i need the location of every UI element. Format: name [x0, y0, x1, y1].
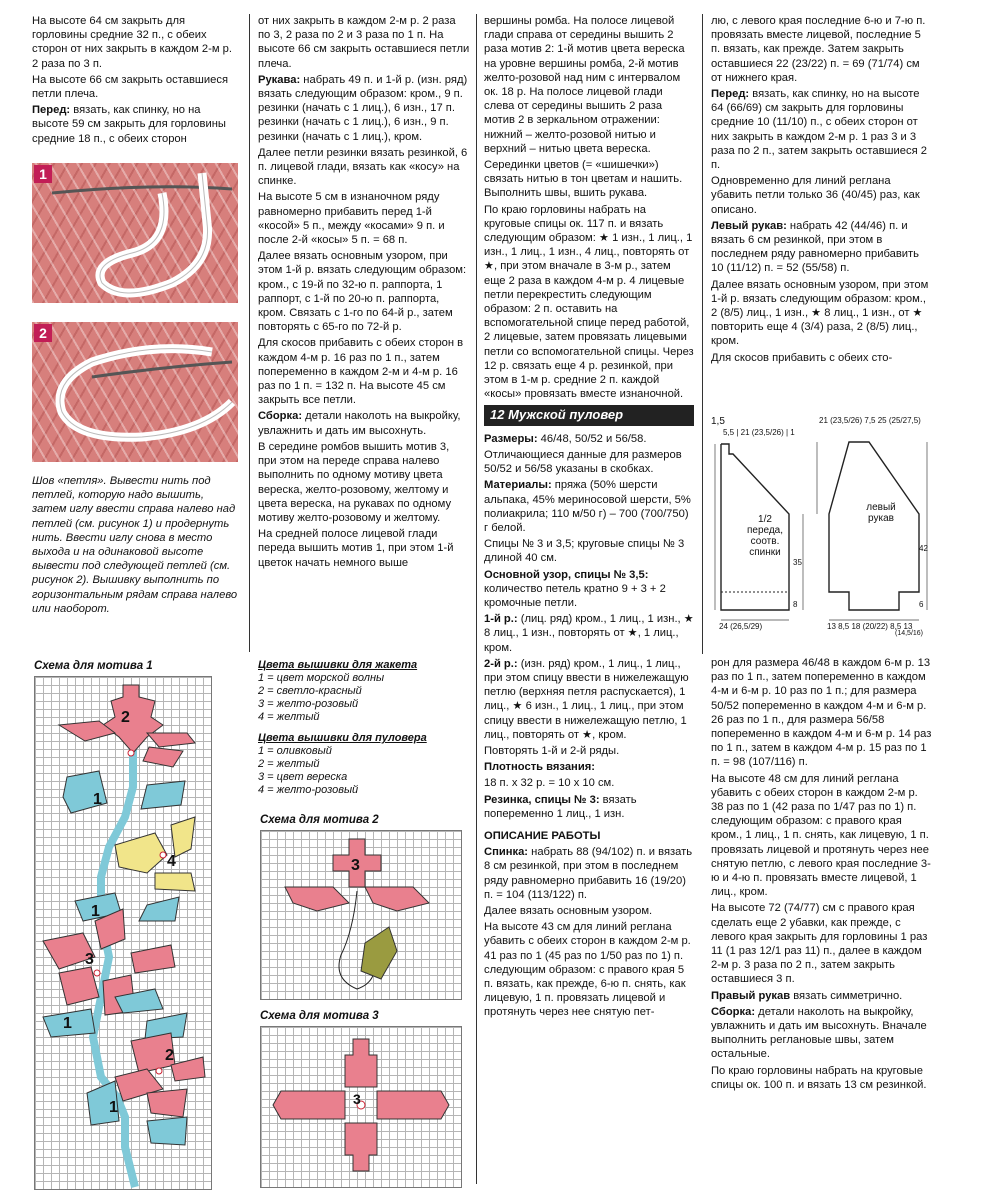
heading-row1: 1-й р.:	[484, 613, 518, 626]
front-label: 1/2 переда, соотв. спинки	[746, 514, 784, 558]
legend-item: 4 = желтый	[258, 711, 320, 723]
legend-item: 1 = цвет морской волны	[258, 672, 385, 684]
paragraph: Повторять 1-й и 2-й ряды.	[484, 744, 620, 757]
text: набрать 88 (94/102) п. и вязать 8 см резинкой, при этом в последнем ряду равномерно прибавить 16 (19/20) п. = 104 (113/122) п.	[484, 846, 693, 901]
thread-loop-illustration	[32, 322, 238, 462]
paragraph	[711, 989, 933, 1003]
motif-number: 2	[165, 1047, 174, 1064]
legend-title-jacket: Цвета вышивки для жакета	[258, 659, 418, 671]
paragraph	[258, 409, 470, 437]
figure-number: 2	[34, 324, 52, 342]
sleeve-label: левый рукав	[866, 502, 896, 524]
paragraph	[484, 793, 694, 821]
scheme-1-title: Схема для мотива 1	[34, 660, 153, 672]
column-1	[32, 14, 240, 148]
motif-number: 2	[121, 709, 130, 726]
paragraph: На высоте 48 см для линий реглана убавить с обеих сторон в каждом 2-м р. 38 раз по 1 (42 раза по 1/47 раз по 1) п. следующим образом: с правого края кром., 1 лиц., 1 п. снять, как лицевую, 1 п. провязать лицевой и протянуть через нее снятую петлю, с левого края последние 3-ю и 4-ю п. провязать вместе лицевой, 1 лиц., кром.	[711, 772, 931, 899]
legend-item: 2 = светло-красный	[258, 685, 362, 697]
paragraph: Далее петли резинки вязать резинкой, 6 п. лицевой глади, вязать как «косу» на спинке.	[258, 146, 468, 188]
text: пряжа (50% шерсти альпака, 45% мериносовой шерсти, 5% полиакрила; 110 м/50 г) – 700 (700/750) г белой.	[484, 479, 691, 534]
paragraph: На средней полосе лицевой глади переда вышить мотив 1, при этом 1-й цветок начать немного выше	[258, 528, 454, 569]
text: количество петель кратно 9 + 3 + 2 кромочные петли.	[484, 582, 666, 609]
heading-sizes: Размеры:	[484, 432, 538, 445]
paragraph: По краю горловины набрать на круговые спицы ок. 117 п. и вязать следующим образом: ★ 1 изн., 1 лиц., 1 изн., 1 лиц., 1 изн., 4 лиц., повторять от ★, при этом вначале в 3-м р., затем еще 2 раза в каждом 4-м р. 4 лицевые петли перекрестить следующим образом: 2 п. оставить на вспомогательной спице перед работой, 2 лицевые, затем провязать лицевыми петли со вспомогательной спицы. Через 12 р. связать еще 4 р. резинкой, при этом в 1-м р. средние 2 п. каждой «косы» провязать вместе изнаночной.	[484, 203, 694, 401]
legend-item: 1 = оливковый	[258, 745, 332, 757]
paragraph	[711, 219, 933, 276]
text: вязать, как спинку, но на высоте 59 см закрыть для горловины средние 18 п., с обеих сторон	[32, 104, 226, 145]
text: (изн. ряд) кром., 1 лиц., 1 лиц., при этом спицу ввести в нижележащую петлю (верхняя петля распускается), 1 лиц., ★ 6 изн., 1 лиц., 1 лиц., при этом спицу ввести в нижележащую петлю, 1 лиц., повторять от ★, кром.	[484, 657, 689, 741]
paragraph	[484, 612, 694, 655]
stitch-photo-2	[32, 322, 238, 462]
paragraph	[484, 845, 694, 902]
paragraph: На высоте 66 см закрыть оставшиеся петли плеча.	[32, 73, 229, 101]
motif-number: 1	[109, 1099, 118, 1116]
paragraph: Серединки цветов (= «шишечки») связать нитью в тон цветам и нашить. Выполнить швы, вшить рукава.	[484, 159, 683, 200]
motif-number: 3	[353, 1091, 361, 1107]
paragraph	[484, 478, 694, 535]
column-4	[711, 14, 933, 367]
figure-number: 1	[34, 165, 52, 183]
paragraph: Далее вязать основным узором, при этом 1-й р. вязать следующим образом: кром., 2 (8/5) лиц., 1 изн., ★ 8 лиц., 1 изн., от ★ повторить еще 4 (3/4) раза, 2 (8/5) лиц., кром.	[711, 278, 929, 348]
dim-label: 21 (23,5/26) 7,5 25 (25/27,5)	[819, 416, 921, 425]
scheme-2-title: Схема для мотива 2	[260, 814, 379, 826]
text: набрать 42 (44/46) п. и вязать 6 см резинкой, при этом в последнем ряду равномерно прибавить 10 (11/12) п. = 52 (55/58) п.	[711, 219, 919, 275]
stitch-caption	[32, 474, 240, 618]
paragraph: от них закрыть в каждом 2-м р. 2 раза по 3, 2 раза по 2 и 3 раза по 1 п. На высоте 66 см закрыть оставшиеся петли плеча.	[258, 15, 470, 70]
section-banner: 12 Мужской пуловер	[484, 405, 694, 425]
motif-number: 3	[351, 857, 360, 874]
paragraph: На высоте 72 (74/77) см с правого края сделать еще 2 убавки, как прежде, с левого края закрыть для горловины 1 раз 11 (1 раз 12/1 раз 11) п., далее в каждом 2-м р. 3 раза по 2 п., затем закрыть оставшиеся 3 п.	[711, 902, 928, 986]
paragraph: Далее вязать основным узором, при этом 1-й р. вязать следующим образом: кром., с 19-й по 32-ю п. раппорта, 1 раппорт, с 1-й по 20-ю п. раппорта, кром. Связать с 1-го по 64-й р., затем повторять с 65-го по 72-й р.	[258, 250, 467, 334]
motif-3-drawing	[261, 1027, 461, 1187]
motif-number: 1	[63, 1015, 72, 1032]
color-legend	[258, 659, 470, 797]
heading-rib: Резинка, спицы № 3:	[484, 793, 600, 806]
dim-label: 24 (26,5/29)	[719, 622, 763, 631]
heading-assembly: Сборка:	[258, 410, 303, 423]
motif-number: 4	[167, 853, 176, 870]
motif-2-chart	[260, 830, 462, 1000]
column-rule	[476, 14, 477, 1184]
heading-front: Перед:	[711, 88, 750, 101]
text: детали наколоть на выкройку, увлажнить и дать им высохнуть. Вначале выполнить реглановые швы, затем остальные.	[711, 1005, 927, 1061]
paragraph	[711, 1005, 933, 1062]
legend-item: 4 = желто-розовый	[258, 784, 359, 796]
paragraph: По краю горловины набрать на круговые спицы ок. 100 п. и вязать 13 см резинкой.	[711, 1064, 927, 1091]
dim-label: 13 8,5 18 (20/22) 8,5 13	[827, 622, 913, 631]
dim-label: 8	[793, 600, 798, 609]
dim-label: 6	[919, 600, 924, 609]
paragraph: Спицы № 3 и 3,5; круговые спицы № 3 длиной 40 см.	[484, 538, 685, 565]
heading-back: Спинка:	[484, 846, 529, 859]
paragraph	[484, 760, 694, 774]
heading-materials: Материалы:	[484, 479, 552, 492]
heading-row2: 2-й р.:	[484, 657, 518, 670]
paragraph: На высоте 64 см закрыть для горловины средние 32 п., с обеих сторон от них закрыть в каждом 2-м р. 2 раза по 3 п.	[32, 15, 232, 70]
column-rule	[249, 14, 250, 652]
paragraph	[32, 103, 240, 146]
heading-left-sleeve: Левый рукав:	[711, 219, 787, 232]
paragraph: Отличающиеся данные для размеров 50/52 и 56/58 указаны в скобках.	[484, 448, 682, 476]
legend-item: 3 = желто-розовый	[258, 698, 359, 710]
paragraph: Для скосов прибавить с обеих сто-	[711, 351, 893, 364]
motif-number: 1	[91, 903, 100, 920]
dim-label: 5,5 | 21 (23,5/26) | 1	[723, 428, 795, 437]
paragraph: На высоте 5 см в изнаночном ряду равномерно прибавить перед 1-й «косой» 5 п., между «косами» 9 п. и после 2-й «косы» 5 п. = 68 п.	[258, 191, 445, 247]
paragraph: рон для размера 46/48 в каждом 6-м р. 13 раз по 1 п., затем попеременно в каждом 4-м и 6-м р. 10 раз по 1 п.; для размера 50/52 попеременно в каждом 4-м и 6-м р. 26 раз по 1 п., для размера 56/58 попеременно в каждом 4-м и 6-м р. 14 раз по 1 п., затем в каждом 4-м р. 15 раз по 1 п. = 98 (107/116) п.	[711, 657, 932, 769]
text: детали наколоть на выкройку, увлажнить и дать им высохнуть.	[258, 410, 461, 437]
heading-pattern: Основной узор, спицы № 3,5:	[484, 568, 649, 581]
dim-label: 1,5	[711, 416, 725, 427]
paragraph	[258, 73, 470, 144]
paragraph	[484, 657, 694, 742]
heading-sleeves: Рукава:	[258, 73, 301, 86]
text: 46/48, 50/52 и 56/58.	[537, 432, 647, 445]
legend-item: 3 = цвет вереска	[258, 771, 348, 783]
column-rule	[702, 14, 703, 654]
column-3	[484, 14, 694, 1022]
heading-front: Перед:	[32, 104, 71, 117]
text: набрать 49 п. и 1-й р. (изн. ряд) вязать следующим образом: кром., 9 п. резинки (начать с 1 лиц.), 6 изн., 17 п. резинки (начать с 1 лиц.), 6 изн., 9 п. резинки (начать с 1 лиц.), кром.	[258, 73, 468, 143]
paragraph: Для скосов прибавить с обеих сторон в каждом 4-м р. 16 раз по 1 п., затем попеременно в каждом 2-м и 4-м р. 16 раз по 1 п. = 132 п. На высоте 45 см закрыть все петли.	[258, 337, 464, 407]
paragraph	[711, 87, 933, 172]
motif-1-drawing	[35, 677, 211, 1189]
motif-3-chart	[260, 1026, 462, 1188]
thread-loop-illustration	[32, 163, 238, 303]
text: вязать попеременно 1 лиц., 1 изн.	[484, 793, 637, 820]
column-4-continued	[711, 656, 933, 1094]
stitch-photo-1	[32, 163, 238, 303]
paragraph: вершины ромба. На полосе лицевой глади справа от середины вышить 2 раза мотив 2: 1-й мотив цвета вереска на уровне вершины ромба, 2-й мотив желто-розовой над ним с интервалом ок. 18 р. На полосе лицевой глади слева от середины вышить 2 раза мотив 2 в зеркальном отражении: нижний – желто-розовой нитью и верхний – нитью цвета вереска.	[484, 15, 685, 155]
pattern-diagram	[709, 414, 939, 636]
legend-item: 2 = желтый	[258, 758, 320, 770]
paragraph: Одновременно для линий реглана убавить петли только 36 (40/45) раз, как описано.	[711, 175, 920, 216]
caption-text: Шов «петля». Вывести нить под петлей, которую надо вышить, затем иглу ввести справа налево над петлей (см. рисунок 1) и продернуть нить. Ввести иглу снова в место выхода и на одинаковой высоте вывести под следующей петлей (см. рисунок 2). Вышивку выполнить по горизонтальным рядам справа налево или наоборот.	[32, 475, 238, 615]
dim-label: (14,5/16)	[895, 630, 924, 637]
paragraph: В середине ромбов вышить мотив 3, при этом на переде справа налево выполнить по одному мотиву цвета вереска, желто-розовому, желтому и цвета вереска, на рукавах по одному мотиву желто-розовому и желтому.	[258, 440, 452, 524]
dim-label: 42	[919, 544, 928, 553]
motif-1-chart	[34, 676, 212, 1190]
paragraph: Далее вязать основным узором.	[484, 904, 653, 917]
text: вязать, как спинку, но на высоте 64 (66/69) см закрыть для горловины средние 10 (11/10) п., с обеих сторон от них закрыть в каждом 2-м р. 1 раз 3 и 3 раза по 2 п., затем закрыть оставшиеся 2 п.	[711, 88, 927, 172]
motif-number: 1	[93, 791, 102, 808]
heading-right-sleeve: Правый рукав	[711, 989, 791, 1002]
dim-label: 35	[793, 558, 802, 567]
text: (лиц. ряд) кром., 1 лиц., 1 изн., ★ 8 лиц., 1 изн., повторять от ★, 1 лиц., кром.	[484, 613, 694, 654]
paragraph	[484, 568, 694, 611]
heading-assembly: Сборка:	[711, 1005, 756, 1018]
scheme-3-title: Схема для мотива 3	[260, 1010, 379, 1022]
heading-density: Плотность вязания:	[484, 761, 595, 774]
section-title: ОПИСАНИЕ РАБОТЫ	[484, 829, 601, 842]
motif-2-drawing	[261, 831, 461, 999]
paragraph: На высоте 43 см для линий реглана убавить с обеих сторон в каждом 2-м р. 41 раз по 1 (45 раз по 1/50 раз по 1) п. следующим образом: с правого края 5 п. вязать, как прежде, 6-ю п. снять, как лицевую, 1 п. провязать лицевой и протянуть через нее снятую пет-	[484, 921, 691, 1019]
paragraph: лю, с левого края последние 6-ю и 7-ю п. провязать вместе лицевой, последние 5 п. вязать, как прежде. Затем закрыть оставшиеся 22 (23/22) п. = 69 (71/74) см от нижнего края.	[711, 15, 926, 84]
column-2	[258, 14, 470, 572]
legend-title-pullover: Цвета вышивки для пуловера	[258, 732, 427, 744]
text: вязать симметрично.	[790, 989, 903, 1002]
paragraph: 18 п. х 32 р. = 10 х 10 см.	[484, 777, 615, 790]
paragraph	[484, 432, 694, 446]
motif-number: 3	[85, 951, 94, 968]
